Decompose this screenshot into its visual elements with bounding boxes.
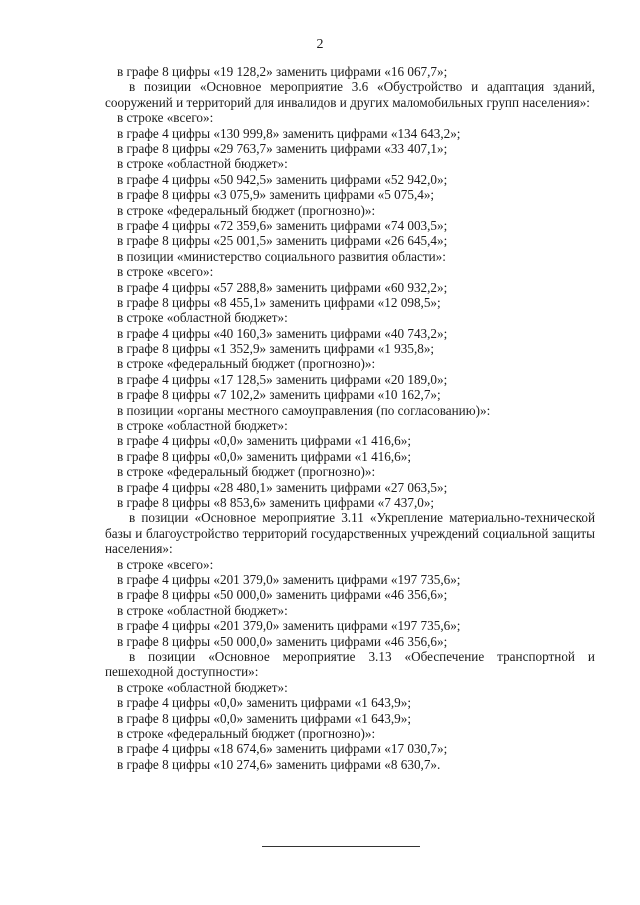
text-line: в строке «федеральный бюджет (прогнозно)»: (117, 202, 376, 218)
text-line: в графе 8 цифры «8 853,6» заменить цифрами «7 437,0»; (117, 494, 435, 510)
text-line: в графе 4 цифры «130 999,8» заменить цифрами «134 643,2»; (117, 125, 461, 141)
text-line: в графе 4 цифры «17 128,5» заменить цифрами «20 189,0»; (117, 371, 448, 387)
text-line: в графе 4 цифры «72 359,6» заменить цифрами «74 003,5»; (117, 217, 448, 233)
text-line: в графе 8 цифры «25 001,5» заменить цифрами «26 645,4»; (117, 233, 448, 249)
text-line: в строке «всего»: (117, 264, 214, 280)
text-line: в строке «областной бюджет»: (117, 310, 288, 326)
text-line: в строке «областной бюджет»: (117, 602, 288, 618)
text-line: в позиции «министерство социального развития области»: (117, 248, 446, 264)
text-line: в графе 4 цифры «57 288,8» заменить цифрами «60 932,2»; (117, 279, 448, 295)
text-line: в строке «федеральный бюджет (прогнозно)»: (117, 725, 376, 741)
text-line: в графе 4 цифры «0,0» заменить цифрами «1 416,6»; (117, 433, 412, 449)
text-line: в графе 8 цифры «1 352,9» заменить цифрами «1 935,8»; (117, 341, 435, 357)
text-line: в графе 4 цифры «28 480,1» заменить цифрами «27 063,5»; (117, 479, 448, 495)
text-line: в строке «федеральный бюджет (прогнозно)»: (117, 464, 376, 480)
page-number: 2 (316, 37, 324, 52)
text-paragraph: в позиции «Основное мероприятие 3.13 «Обеспечение транспортной и пешеходной доступности»: (105, 648, 595, 680)
text-line: в графе 8 цифры «8 455,1» заменить цифрами «12 098,5»; (117, 294, 441, 310)
text-line: в строке «всего»: (117, 556, 214, 572)
text-line: в графе 8 цифры «29 763,7» заменить цифрами «33 407,1»; (117, 140, 448, 156)
text-paragraph: в позиции «Основное мероприятие 3.6 «Обустройство и адаптация зданий, сооружений и территорий для инвалидов и других маломобильных групп населения»: (105, 79, 595, 110)
text-line: в графе 8 цифры «3 075,9» заменить цифрами «5 075,4»; (117, 187, 435, 203)
end-divider-line (262, 846, 420, 847)
text-line: в графе 8 цифры «0,0» заменить цифрами «1 643,9»; (117, 710, 412, 726)
text-line: в графе 4 цифры «18 674,6» заменить цифрами «17 030,7»; (117, 741, 448, 757)
text-line: в строке «областной бюджет»: (117, 679, 288, 695)
text-line: в графе 4 цифры «40 160,3» заменить цифрами «40 743,2»; (117, 325, 448, 341)
text-line: в графе 4 цифры «0,0» заменить цифрами «1 643,9»; (117, 695, 412, 711)
text-line: в графе 8 цифры «50 000,0» заменить цифрами «46 356,6»; (117, 587, 448, 603)
text-line: в позиции «органы местного самоуправления (по согласованию)»: (117, 402, 491, 418)
text-line: в графе 8 цифры «10 274,6» заменить цифрами «8 630,7». (117, 756, 441, 772)
text-line: в графе 4 цифры «201 379,0» заменить цифрами «197 735,6»; (117, 571, 461, 587)
text-line: в графе 4 цифры «201 379,0» заменить цифрами «197 735,6»; (117, 618, 461, 634)
text-line: в графе 8 цифры «0,0» заменить цифрами «1 416,6»; (117, 448, 412, 464)
text-line: в графе 8 цифры «50 000,0» заменить цифрами «46 356,6»; (117, 633, 448, 649)
text-line: в строке «всего»: (117, 110, 214, 126)
text-line: в строке «областной бюджет»: (117, 418, 288, 434)
text-paragraph: в позиции «Основное мероприятие 3.11 «Укрепление материально-технической базы и благоустройство территорий государственных учреждений социальной защиты населения»: (105, 510, 595, 557)
text-line: в строке «областной бюджет»: (117, 156, 288, 172)
text-line: в строке «федеральный бюджет (прогнозно)»: (117, 356, 376, 372)
text-line: в графе 8 цифры «7 102,2» заменить цифрами «10 162,7»; (117, 387, 441, 403)
text-line: в графе 4 цифры «50 942,5» заменить цифрами «52 942,0»; (117, 171, 448, 187)
text-line: в графе 8 цифры «19 128,2» заменить цифрами «16 067,7»; (117, 64, 448, 79)
document-body (105, 64, 595, 772)
